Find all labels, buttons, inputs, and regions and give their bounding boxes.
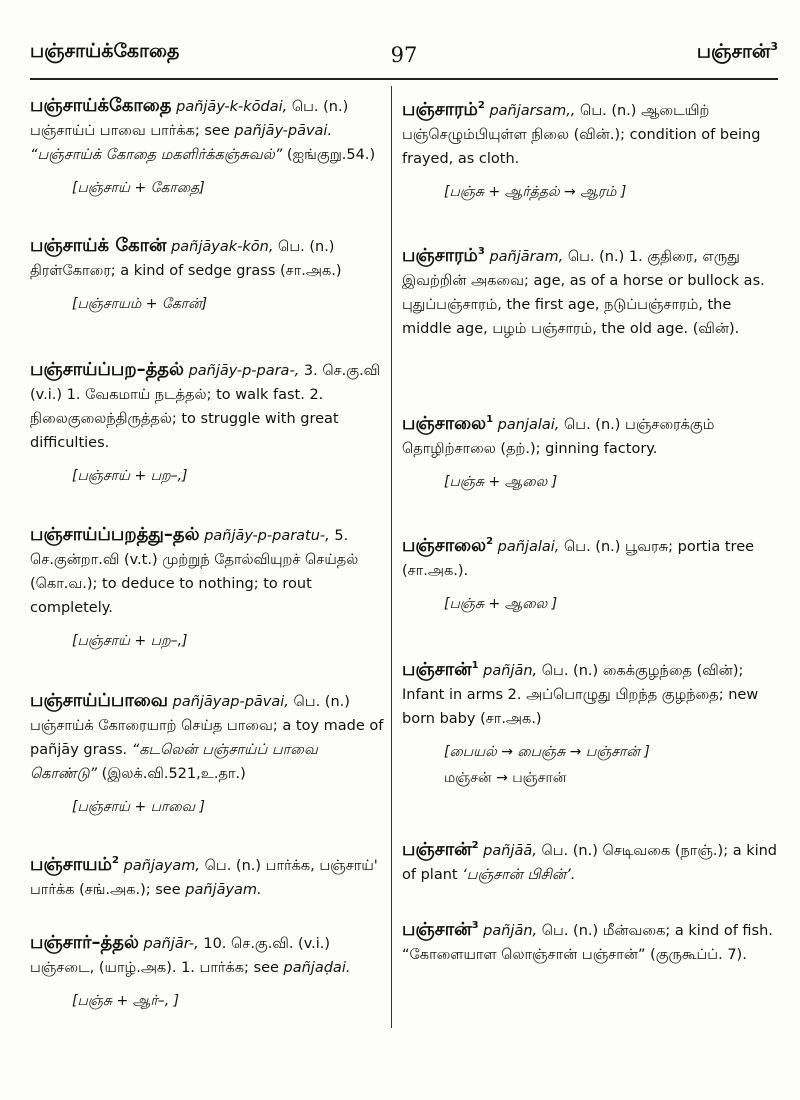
headword: பஞ்சாய்ப்பறத்து–தல் [30,524,200,545]
transliteration: pañjān, [483,663,538,679]
definition: பூவரசு; portia tree (சா.அக.). [402,539,755,579]
definition: திரள்கோரை; a kind of sedge grass (சா.அக.) [30,263,342,279]
part-of-speech: பெ. (n.) [291,99,349,115]
headword: பஞ்சாய்க்கோதை [30,95,172,116]
right-column [402,94,779,967]
dictionary-entry [402,408,779,530]
transliteration: pañjalai, [497,539,560,555]
dictionary-entry [30,94,384,234]
etymology: [பஞ்சு + ஆலை ] [444,474,558,490]
part-of-speech: பெ. (n.) [541,843,598,859]
etymology: [பஞ்சு + ஆலை ] [444,596,558,612]
quotation: “கடலென் பஞ்சாய்ப் பாவை கொண்டு” [30,742,318,782]
dictionary-entry [402,240,779,408]
quotation: “கோளையாள லொஞ்சான் பஞ்சான்” [402,947,646,963]
dictionary-entry [402,914,779,967]
dictionary-entry [402,834,779,914]
definition: செடிவகை (நாஞ்.); a kind of plant [402,843,778,883]
page-number: 97 [390,43,418,67]
etymology: [பஞ்சாய் + பாவை ] [72,799,205,815]
part-of-speech: பெ. (n.) [567,249,625,265]
see-reference: pañjāy-pāvai. [234,123,333,139]
dictionary-entry [402,94,779,240]
transliteration: pañjarsam,, [489,103,576,119]
definition: பார்க்க, பஞ்சாய்' பார்க்க (சங்.அக.); see [30,858,378,898]
headword: பஞ்சான்$^3$ [402,919,479,940]
part-of-speech: பெ. (n.) [293,694,350,710]
headword: பஞ்சாலை$^1$ [402,413,494,434]
headword: பஞ்சாய்ப்பற–த்தல் [30,359,184,380]
definition: 3. செ.கு.வி (v.i.) 1. வேகமாய் நடத்தல்; to walk fast. 2. நிலைகுலைந்திருத்தல்; to struggle with great difficulties. [30,363,381,451]
etymology: [பையல் → பைஞ்சு → பஞ்சான் ] [444,744,650,760]
headword: பஞ்சாரம்$^3$ [402,245,485,266]
citation: (ஐங்குறு.54.) [286,147,376,163]
definition: 1. குதிரை, எருது இவற்றின் அகவை; age, as of a horse or bullock as. புதுப்பஞ்சாரம், the first age, நடுப்பஞ்சாரம், the middle age, பழம் பஞ்சாரம், the old age. (வின்). [402,249,765,337]
etymology: [பஞ்சாய் + பற–,] [72,468,188,484]
transliteration: pañjāyak-kōn, [171,239,274,255]
transliteration: panjalai, [497,417,560,433]
transliteration: pañjāyap-pāvai, [172,694,289,710]
headword: பஞ்சாய்ப்பாவை [30,690,168,711]
dictionary-entry [30,358,384,523]
transliteration: pañjār-, [143,936,199,952]
transliteration: pañjayam, [123,858,201,874]
see-reference: pañjāyam. [185,882,262,898]
see-reference: pañjaḍai. [283,960,351,976]
part-of-speech: பெ. (n.) [564,417,621,433]
header-rule [30,78,778,80]
etymology: [பஞ்சாயம் + கோன்] [72,296,208,312]
part-of-speech: பெ. (n.) [580,103,637,119]
definition: பஞ்சாய்க் கோரையாற் செய்த பாவை; a toy made of pañjāy grass. [30,718,384,758]
transliteration: pañjāā, [483,843,537,859]
definition: கைக்குழந்தை (வின்); Infant in arms 2. அப்பொழுது பிறந்த குழந்தை; new born baby (சா.அக.) [402,663,759,727]
dictionary-entry [402,530,779,654]
transliteration: pañjāy-p-para-, [188,363,300,379]
part-of-speech: பெ. (n.) [204,858,262,874]
dictionary-entry [30,234,384,358]
left-column [30,94,384,1012]
etymology: [பஞ்சு + ஆர்–, ] [72,993,180,1009]
etymology: [பஞ்சாய் + கோதை] [72,180,205,196]
headword: பஞ்சாய்க் கோன் [30,235,167,256]
dictionary-entry [30,523,384,689]
part-of-speech: பெ. (n.) [278,239,335,255]
definition: பஞ்சாய்ப் பாவை பார்க்க; see [30,123,230,139]
dictionary-entry [30,931,384,1012]
citation: (குருகூப்ப். 7). [650,947,747,963]
etymology-variant: மஞ்சன் → பஞ்சான் [444,770,567,786]
definition: 10. செ.கு.வி. (v.i.) பஞ்சடை, (யாழ்.அக). 1. பார்க்க; see [30,936,331,976]
transliteration: pañjāy-p-paratu-, [204,528,330,544]
citation: (இலக்.வி.521,உ.தா.) [101,766,246,782]
transliteration: pañjāram, [489,249,564,265]
page-header [30,40,778,80]
definition: பஞ்சரைக்கும் தொழிற்சாலை (தற்.); ginning factory. [402,417,715,457]
quotation: ‘பஞ்சான் பிசின்’. [462,867,576,883]
transliteration: pañjāy-k-kōdai, [176,99,288,115]
quotation: “பஞ்சாய்க் கோதை மகளிர்க்கஞ்சுவல்” [30,147,283,163]
headword: பஞ்சாரம்$^2$ [402,99,485,120]
part-of-speech: பெ. (n.) [541,923,599,939]
headword: பஞ்சான்$^1$ [402,659,479,680]
headword: பஞ்சான்$^2$ [402,839,479,860]
definition: 5. செ.குன்றா.வி (v.t.) முற்றுந் தோல்வியுறச் செய்தல் (கொ.வ.); to deduce to nothing; to rout completely. [30,528,359,616]
etymology: [பஞ்சு + ஆர்த்தல் → ஆரம் ] [444,184,627,200]
headword: பஞ்சார்–த்தல் [30,932,139,953]
transliteration: pañjān, [483,923,538,939]
part-of-speech: பெ. (n.) [564,539,621,555]
definition: ஆடையிற் பஞ்செழும்பியுள்ள நிலை (வின்.); condition of being frayed, as cloth. [402,103,761,167]
running-head-left: பஞ்சாய்க்கோதை [30,40,180,62]
dictionary-entry [402,654,779,834]
headword: பஞ்சாயம்$^2$ [30,854,119,875]
etymology: [பஞ்சாய் + பற–,] [72,633,188,649]
column-divider [391,86,392,1028]
definition: மீன்வகை; a kind of fish. [602,923,773,939]
dictionary-entry [30,849,384,931]
part-of-speech: பெ. (n.) [541,663,599,679]
dictionary-entry [30,689,384,849]
running-head-right: பஞ்சான்$^3$ [696,40,778,63]
headword: பஞ்சாலை$^2$ [402,535,494,556]
